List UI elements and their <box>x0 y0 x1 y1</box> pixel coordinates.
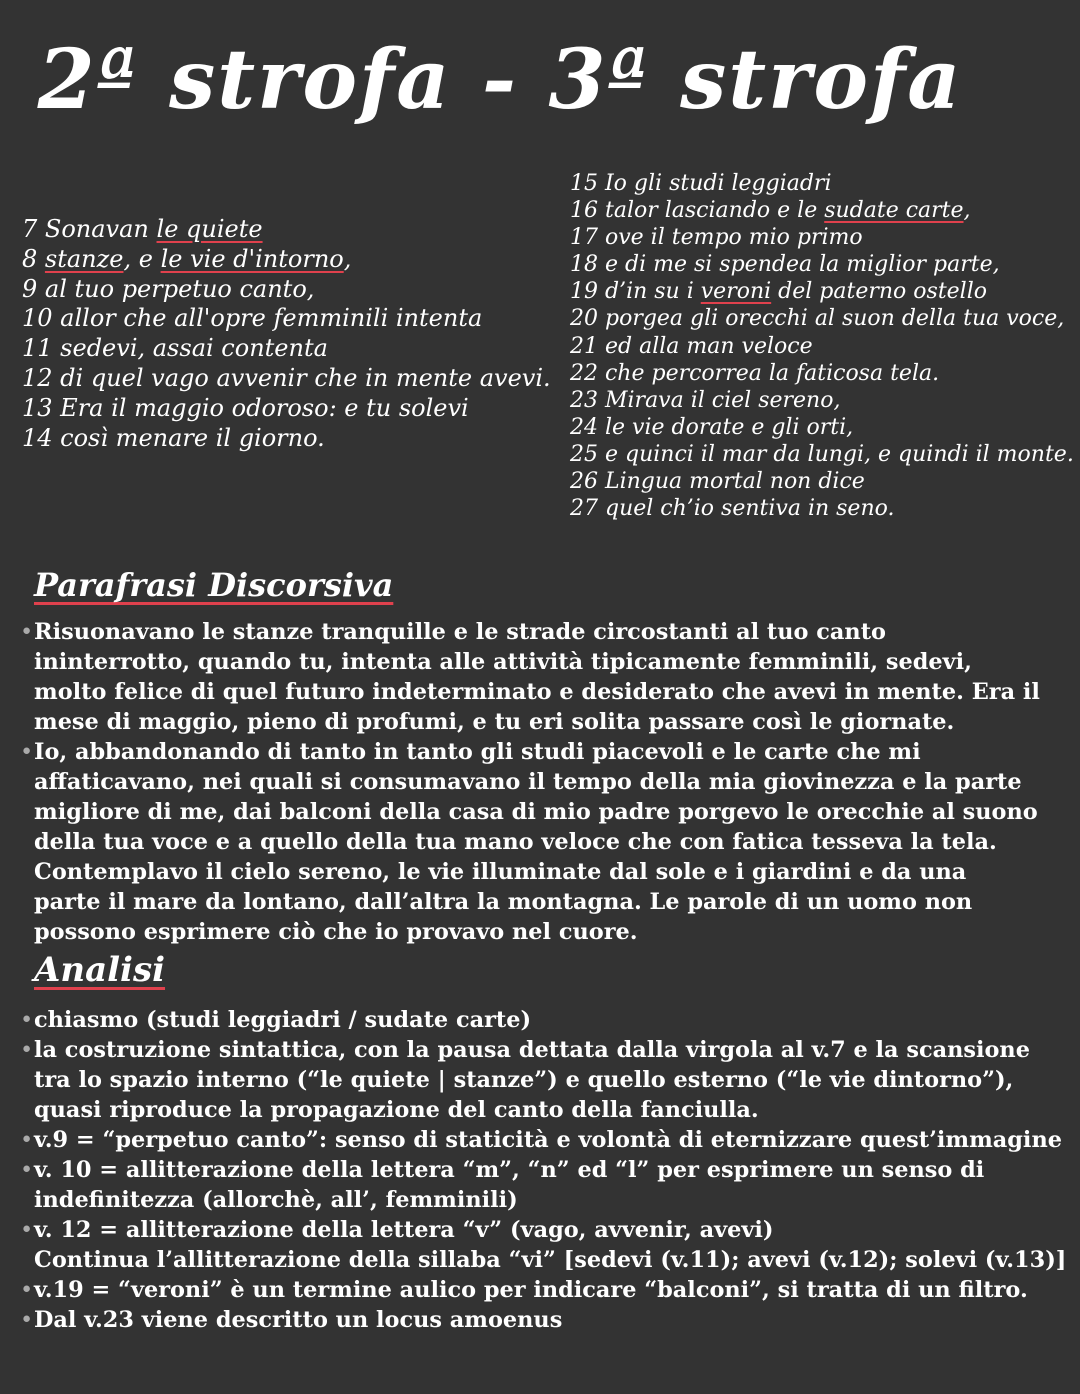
verses-right <box>570 170 1074 522</box>
verse-7: 7 Sonavan le quiete <box>22 215 263 243</box>
bullet-icon: • <box>20 619 34 645</box>
analisi-section <box>20 1005 1067 1335</box>
verse-18: 18 e di me si spendea la miglior parte, <box>570 252 1000 278</box>
verse-15: 15 Io gli studi leggiadri <box>570 171 832 196</box>
verse-25: 25 e quinci il mar da lungi, e quindi il monte. <box>570 441 1074 467</box>
bullet-icon: • <box>20 739 34 765</box>
verse-22: 22 che percorrea la faticosa tela. <box>570 360 940 386</box>
verse-26: 26 Lingua mortal non dice <box>570 469 865 495</box>
verses-left <box>22 215 551 453</box>
parafrasi-paragraph: • Io, abbandonando di tanto in tanto gli studi piacevoli e le carte che mi affaticavano, nei quali si consumavano il tempo della mia giovinezza e la parte migliore di me, dai balconi della casa di mio padre porgevo le orecchie al suono della tua voce e a quello della tua mano veloce che con fatica tesseva la tela. Contemplavo il cielo sereno, le vie illuminate dal sole e i giardini e da una parte il mare da lontano, dall’altra la montagna. Le parole di un uomo non possono esprimere ciò che io provavo nel cuore. <box>20 739 1038 945</box>
parafrasi-section <box>20 617 1040 947</box>
bullet-icon: • <box>20 1307 34 1333</box>
verse-9: 9 al tuo perpetuo canto, <box>22 274 315 303</box>
analisi-item-continued: Continua l’allitterazione della sillaba “vi” [sedevi (v.11); avevi (v.12); solevi (v.13)] <box>34 1247 1067 1273</box>
analisi-item: • v. 10 = allitterazione della lettera “m”, “n” ed “l” per esprimere un senso di indefinitezza (allorchè, all’, femminili) <box>20 1157 985 1213</box>
verse-23: 23 Mirava il ciel sereno, <box>570 387 841 413</box>
verse-14: 14 così menare il giorno. <box>22 423 325 452</box>
verse-17: 17 ove il tempo mio primo <box>570 225 863 251</box>
analisi-heading: Analisi <box>34 950 166 990</box>
bullet-icon: • <box>20 1217 34 1243</box>
parafrasi-heading: Parafrasi Discorsiva <box>34 566 394 604</box>
bullet-icon: • <box>20 1007 34 1033</box>
verse-27: 27 quel ch’io sentiva in seno. <box>570 496 895 522</box>
analisi-item: • Dal v.23 viene descritto un locus amoenus <box>20 1307 563 1333</box>
bullet-icon: • <box>20 1127 34 1153</box>
verse-13: 13 Era il maggio odoroso: e tu solevi <box>22 393 469 422</box>
analisi-item: • la costruzione sintattica, con la pausa dettata dalla virgola al v.7 e la scansione tra lo spazio interno (“le quiete | stanze”) e quello esterno (“le vie dintorno”), quasi riproduce la propagazione del canto della fanciulla. <box>20 1037 1030 1123</box>
verse-10: 10 allor che all'opre femminili intenta <box>22 304 483 333</box>
analisi-item: • chiasmo (studi leggiadri / sudate carte) <box>20 1007 532 1033</box>
bullet-icon: • <box>20 1157 34 1183</box>
bullet-icon: • <box>20 1037 34 1063</box>
verse-12: 12 di quel vago avvenir che in mente avevi. <box>22 363 551 392</box>
verse-19: 19 d’in su i veroni del paterno ostello <box>570 279 987 305</box>
page-title: 2ª strofa - 3ª strofa <box>37 32 963 128</box>
verse-21: 21 ed alla man veloce <box>570 333 813 359</box>
verse-20: 20 porgea gli orecchi al suon della tua voce, <box>570 306 1065 332</box>
verse-24: 24 le vie dorate e gli orti, <box>570 414 854 440</box>
analisi-item: • v.19 = “veroni” è un termine aulico per indicare “balconi”, si tratta di un filtro. <box>20 1277 1028 1303</box>
analisi-item: • v. 12 = allitterazione della lettera “v” (vago, avvenir, avevi) <box>20 1217 774 1243</box>
verse-16: 16 talor lasciando e le sudate carte, <box>570 198 971 224</box>
bullet-icon: • <box>20 1277 34 1303</box>
parafrasi-paragraph: • Risuonavano le stanze tranquille e le strade circostanti al tuo canto ininterrotto, quando tu, intenta alle attività tipicamente femminili, sedevi, molto felice di quel futuro indeterminato e desiderato che avevi in mente. Era il mese di maggio, pieno di profumi, e tu eri solita passare così le giornate. <box>20 619 1040 735</box>
verse-8: 8 stanze, e le vie d'intorno, <box>22 244 352 273</box>
analisi-item: • v.9 = “perpetuo canto”: senso di staticità e volontà di eternizzare quest’immagine <box>20 1127 1062 1153</box>
verse-11: 11 sedevi, assai contenta <box>22 334 328 363</box>
